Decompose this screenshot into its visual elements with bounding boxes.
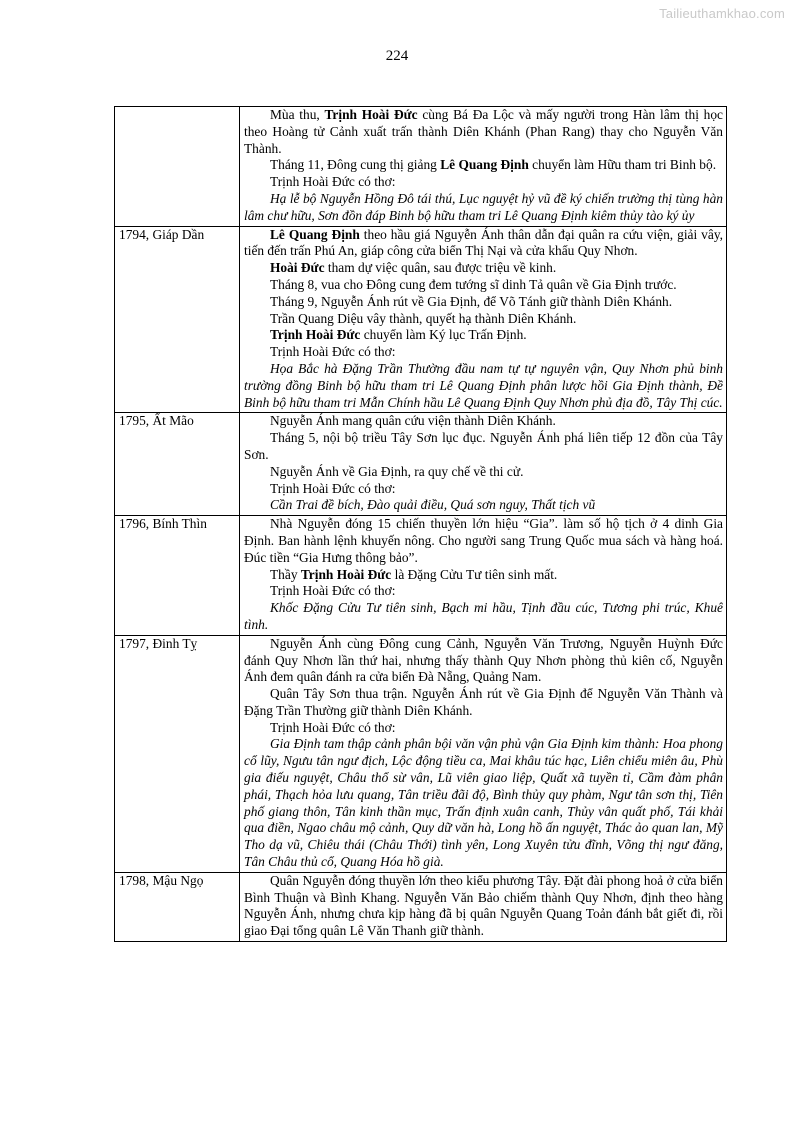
- event-paragraph: [244, 567, 723, 584]
- event-paragraph: [244, 311, 723, 328]
- year-cell: 1797, Đinh Tỵ: [115, 635, 240, 872]
- table-row: [115, 516, 727, 636]
- event-paragraph: [244, 227, 723, 261]
- table-row: [115, 872, 727, 941]
- table-row: [115, 413, 727, 516]
- event-paragraph: [244, 413, 723, 430]
- table-row: [115, 635, 727, 872]
- events-cell: [240, 107, 727, 227]
- text-run: Họa Bắc hà Đặng Trần Thường đầu nam tự tự nguyên vận, Quy Nhơn phủ binh trường đồng Binh bộ hữu tham tri Lê Quang Định phân lược hồi Gia Định thành, Đề Binh bộ hữu tham tri Mẫn Chính hầu Lê Quang Định Quy Nhơn phủ địa đồ, Tây Thị cúc.: [244, 360, 723, 410]
- chronology-table: [114, 106, 727, 942]
- person-name: Lê Quang Định: [270, 226, 360, 242]
- text-run: cùng Bá Đa Lộc và mấy người trong Hàn lâm thị học theo Hoàng tử Cảnh xuất trấn thành Diên Khánh (Phan Rang) thay cho Nguyễn Văn Thành.: [244, 107, 723, 156]
- event-paragraph: [244, 174, 723, 191]
- site-watermark: Tailieuthamkhao.com: [659, 6, 785, 21]
- text-run: Nhà Nguyễn đóng 15 chiến thuyền lớn hiệu “Gia”. làm số hộ tịch ở 4 dinh Gia Định. Ban hành lệnh khuyến nông. Cho người sang Trung Quốc mua sách và hàng hoá. Đúc tiền “Gia Hưng thông bảo”.: [244, 516, 723, 565]
- text-run: Trịnh Hoài Đức có thơ:: [270, 174, 396, 190]
- person-name: Hoài Đức: [270, 260, 325, 276]
- text-run: Nguyễn Ánh về Gia Định, ra quy chế về thi cử.: [270, 463, 524, 479]
- text-run: Gia Định tam thập cảnh phân bội văn vận phủ vận Gia Định kim thành: Hoa phong cổ lũy, Ngưu tân ngư địch, Lộc động tiều ca, Mai khâu túc hạc, Liên chiểu miên âu, Phù gia điếu nguyệt, Châu thổ sừ vân, Lũ viên giao liệp, Quất xã tuyền tỉ, Cầm đàm phân phái, Thạch hỏa lưu quang, Tân triều đãi độ, Bình thủy quy phàm, Ngư tân sơn thị, Tiên phố giang thôn, Tân kinh thần mục, Trấn định xuân canh, Thủy vân quất phố, Tái khải qua điền, Ngao châu mộ cảnh, Quy dữ văn hà, Long hồ ấn nguyệt, Thác ảo quan lan, Mỹ Tho dạ vũ, Chiêu thái (Châu Thới) tình yên, Long Xuyên tửu đĩnh, Võng thị ngư đăng, Tân Châu thủ cổ, Quang Hóa hồ già.: [244, 736, 723, 870]
- text-run: chuyển làm Ký lục Trấn Định.: [360, 327, 527, 343]
- person-name: Lê Quang Định: [440, 157, 529, 173]
- table-row: [115, 226, 727, 413]
- event-paragraph: [244, 873, 723, 940]
- text-run: Nguyễn Ánh cùng Đông cung Cảnh, Nguyễn Văn Trương, Nguyễn Huỳnh Đức đánh Quy Nhơn lần thứ hai, nhưng thấy thành Quy Nhơn phòng thủ kiên cố, Nguyễn Ánh đem quân đánh ra cửa biển Đà Nẵng, Quảng Nam.: [244, 635, 723, 685]
- text-run: chuyển làm Hữu tham tri Binh bộ.: [528, 157, 717, 173]
- event-paragraph: [244, 260, 723, 277]
- text-run: Trịnh Hoài Đức có thơ:: [270, 719, 396, 735]
- person-name: Trịnh Hoài Đức: [270, 327, 361, 343]
- event-paragraph: [244, 430, 723, 464]
- event-paragraph: [244, 294, 723, 311]
- year-cell: 1795, Ất Mão: [115, 413, 240, 516]
- poem-titles: [244, 736, 723, 870]
- poem-titles: [244, 361, 723, 411]
- year-cell: [115, 107, 240, 227]
- events-cell: [240, 413, 727, 516]
- events-cell: [240, 226, 727, 413]
- event-paragraph: [244, 344, 723, 361]
- person-name: Trịnh Hoài Đức: [300, 566, 392, 582]
- text-run: Tháng 8, vua cho Đông cung đem tướng sĩ dinh Tả quân về Gia Định trước.: [270, 276, 677, 292]
- text-run: Hạ lễ bộ Nguyễn Hồng Đô tái thú, Lục nguyệt hỷ vũ đề ký chiến trường thị tùng hàn lâm chư hữu, Sơn đồn đáp Binh bộ hữu tham tri Lê Quang Định kiêm thủy tào ký ủy: [244, 190, 723, 223]
- text-run: Trịnh Hoài Đức có thơ:: [270, 344, 396, 360]
- event-paragraph: [244, 686, 723, 720]
- text-run: là Đặng Cửu Tư tiên sinh mất.: [391, 566, 558, 582]
- events-cell: [240, 872, 727, 941]
- text-run: theo hầu giá Nguyễn Ánh thân dẫn đại quân ra cứu viện, giải vây, tiến đến trấn Phú An, giáp công cửa biển Thị Nại và cửa khẩu Quy Nhơn.: [244, 226, 723, 259]
- text-run: Mùa thu,: [270, 107, 325, 122]
- year-cell: 1794, Giáp Dần: [115, 226, 240, 413]
- events-cell: [240, 635, 727, 872]
- text-run: Cần Trai đề bích, Đào quải điều, Quá sơn nguy, Thất tịch vũ: [270, 497, 596, 513]
- event-paragraph: [244, 157, 723, 174]
- poem-titles: [244, 497, 723, 514]
- text-run: Tháng 11, Đông cung thị giảng: [270, 157, 441, 173]
- event-paragraph: [244, 481, 723, 498]
- text-run: Nguyễn Ánh mang quân cứu viện thành Diên Khánh.: [270, 413, 556, 429]
- text-run: Quân Tây Sơn thua trận. Nguyễn Ánh rút về Gia Định để Nguyễn Văn Thành và Đặng Trần Thường giữ thành Diên Khánh.: [244, 686, 723, 718]
- text-run: Thầy: [270, 566, 301, 582]
- event-paragraph: [244, 636, 723, 686]
- poem-titles: [244, 600, 723, 634]
- event-paragraph: [244, 583, 723, 600]
- text-run: tham dự việc quân, sau được triệu về kinh.: [324, 260, 557, 276]
- event-paragraph: [244, 464, 723, 481]
- text-run: Trịnh Hoài Đức có thơ:: [270, 583, 396, 599]
- text-run: Tháng 9, Nguyễn Ánh rút về Gia Định, để Võ Tánh giữ thành Diên Khánh.: [270, 293, 673, 309]
- year-cell: 1796, Bính Thìn: [115, 516, 240, 636]
- event-paragraph: [244, 107, 723, 157]
- page-number: 224: [385, 48, 409, 64]
- event-paragraph: [244, 277, 723, 294]
- text-run: Tháng 5, nội bộ triều Tây Sơn lục đục. Nguyễn Ánh phá liên tiếp 12 đồn của Tây Sơn.: [244, 430, 723, 462]
- event-paragraph: [244, 516, 723, 566]
- text-run: Trịnh Hoài Đức có thơ:: [270, 480, 396, 496]
- table-row: [115, 107, 727, 227]
- text-run: Quân Nguyễn đóng thuyền lớn theo kiểu phương Tây. Đặt đài phong hoả ở cửa biển Bình Thuận và Bình Khang. Nguyễn Văn Bảo chiếm thành Quy Nhơn, định theo hàng Nguyễn Ánh, nhưng chưa kịp hàng đã bị quân Nguyễn Quang Toản đánh bắt giết đi, rồi giao Đại tổng quân Lê Văn Thanh giữ thành.: [244, 872, 723, 939]
- event-paragraph: [244, 327, 723, 344]
- person-name: Trịnh Hoài Đức: [324, 107, 418, 122]
- text-run: Khốc Đặng Cửu Tư tiên sinh, Bạch mi hầu, Tịnh đầu cúc, Tương phi trúc, Khuê tình.: [244, 600, 723, 632]
- poem-titles: [244, 191, 723, 225]
- event-paragraph: [244, 720, 723, 737]
- events-cell: [240, 516, 727, 636]
- text-run: Trần Quang Diệu vây thành, quyết hạ thành Diên Khánh.: [270, 310, 577, 326]
- year-cell: 1798, Mậu Ngọ: [115, 872, 240, 941]
